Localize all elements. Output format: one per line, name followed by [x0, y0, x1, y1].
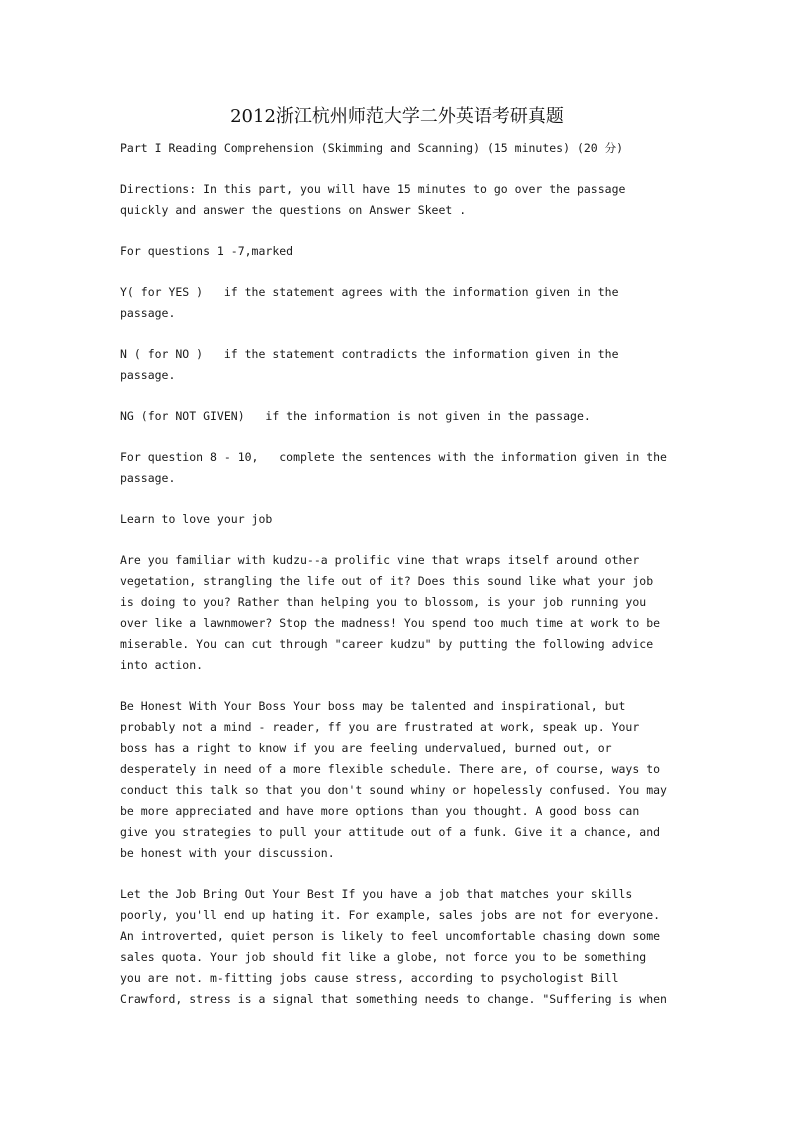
- paragraph: [120, 282, 680, 324]
- text-line: passage.: [120, 471, 176, 485]
- paragraph: [120, 344, 680, 386]
- paragraph: [120, 509, 680, 530]
- paragraph: [120, 884, 680, 1010]
- text-line: sales quota. Your job should fit like a globe, not force you to be something: [120, 950, 647, 964]
- text-line: probably not a mind - reader, ff you are frustrated at work, speak up. Your: [120, 720, 640, 734]
- text-line: N ( for NO ) if the statement contradicts the information given in the: [120, 347, 619, 361]
- paragraph-gap: [120, 159, 680, 179]
- text-line: Let the Job Bring Out Your Best If you have a job that matches your skills: [120, 887, 633, 901]
- text-line: vegetation, strangling the life out of it? Does this sound like what your job: [120, 574, 654, 588]
- text-line: into action.: [120, 658, 204, 672]
- paragraph: [120, 241, 680, 262]
- text-line: over like a lawnmower? Stop the madness! You spend too much time at work to be: [120, 616, 661, 630]
- text-line: boss has a right to know if you are feeling undervalued, burned out, or: [120, 741, 612, 755]
- paragraph-gap: [120, 676, 680, 696]
- text-line: be more appreciated and have more options than you thought. A good boss can: [120, 804, 640, 818]
- text-line: passage.: [120, 368, 176, 382]
- paragraph: [120, 447, 680, 489]
- paragraph-gap: [120, 262, 680, 282]
- document-title: 2012浙江杭州师范大学二外英语考研真题: [230, 106, 564, 127]
- text-line: NG (for NOT GIVEN) if the information is not given in the passage.: [120, 409, 591, 423]
- text-line: For question 8 - 10, complete the sentences with the information given in the: [120, 450, 667, 464]
- paragraph: [120, 550, 680, 676]
- text-line: you are not. m-fitting jobs cause stress, according to psychologist Bill: [120, 971, 619, 985]
- text-line: Be Honest With Your Boss Your boss may be talented and inspirational, but: [120, 699, 626, 713]
- paragraph-gap: [120, 221, 680, 241]
- text-line: quickly and answer the questions on Answer Skeet .: [120, 203, 467, 217]
- paragraph-gap: [120, 530, 680, 550]
- paragraph-gap: [120, 386, 680, 406]
- text-line: is doing to you? Rather than helping you to blossom, is your job running you: [120, 595, 647, 609]
- text-line: poorly, you'll end up hating it. For example, sales jobs are not for everyone.: [120, 908, 661, 922]
- text-line: conduct this talk so that you don't sound whiny or hopelessly confused. You may: [120, 783, 667, 797]
- text-line: miserable. You can cut through "career kudzu" by putting the following advice: [120, 637, 654, 651]
- text-line: For questions 1 -7,marked: [120, 244, 294, 258]
- text-line: Part I Reading Comprehension (Skimming and Scanning) (15 minutes) (20 分): [120, 141, 624, 155]
- paragraph: [120, 696, 680, 864]
- text-line: Learn to love your job: [120, 512, 273, 526]
- document-body: [120, 138, 680, 1010]
- text-line: give you strategies to pull your attitude out of a funk. Give it a chance, and: [120, 825, 661, 839]
- paragraph: [120, 406, 680, 427]
- paragraph: [120, 138, 680, 159]
- text-line: desperately in need of a more flexible schedule. There are, of course, ways to: [120, 762, 661, 776]
- text-line: An introverted, quiet person is likely to feel uncomfortable chasing down some: [120, 929, 661, 943]
- paragraph: [120, 179, 680, 221]
- paragraph-gap: [120, 324, 680, 344]
- text-line: passage.: [120, 306, 176, 320]
- text-line: Directions: In this part, you will have 15 minutes to go over the passage: [120, 182, 626, 196]
- paragraph-gap: [120, 427, 680, 447]
- text-line: Are you familiar with kudzu--a prolific vine that wraps itself around other: [120, 553, 640, 567]
- paragraph-gap: [120, 489, 680, 509]
- text-line: Y( for YES ) if the statement agrees with the information given in the: [120, 285, 619, 299]
- text-line: Crawford, stress is a signal that something needs to change. "Suffering is when: [120, 992, 667, 1006]
- text-line: be honest with your discussion.: [120, 846, 335, 860]
- paragraph-gap: [120, 864, 680, 884]
